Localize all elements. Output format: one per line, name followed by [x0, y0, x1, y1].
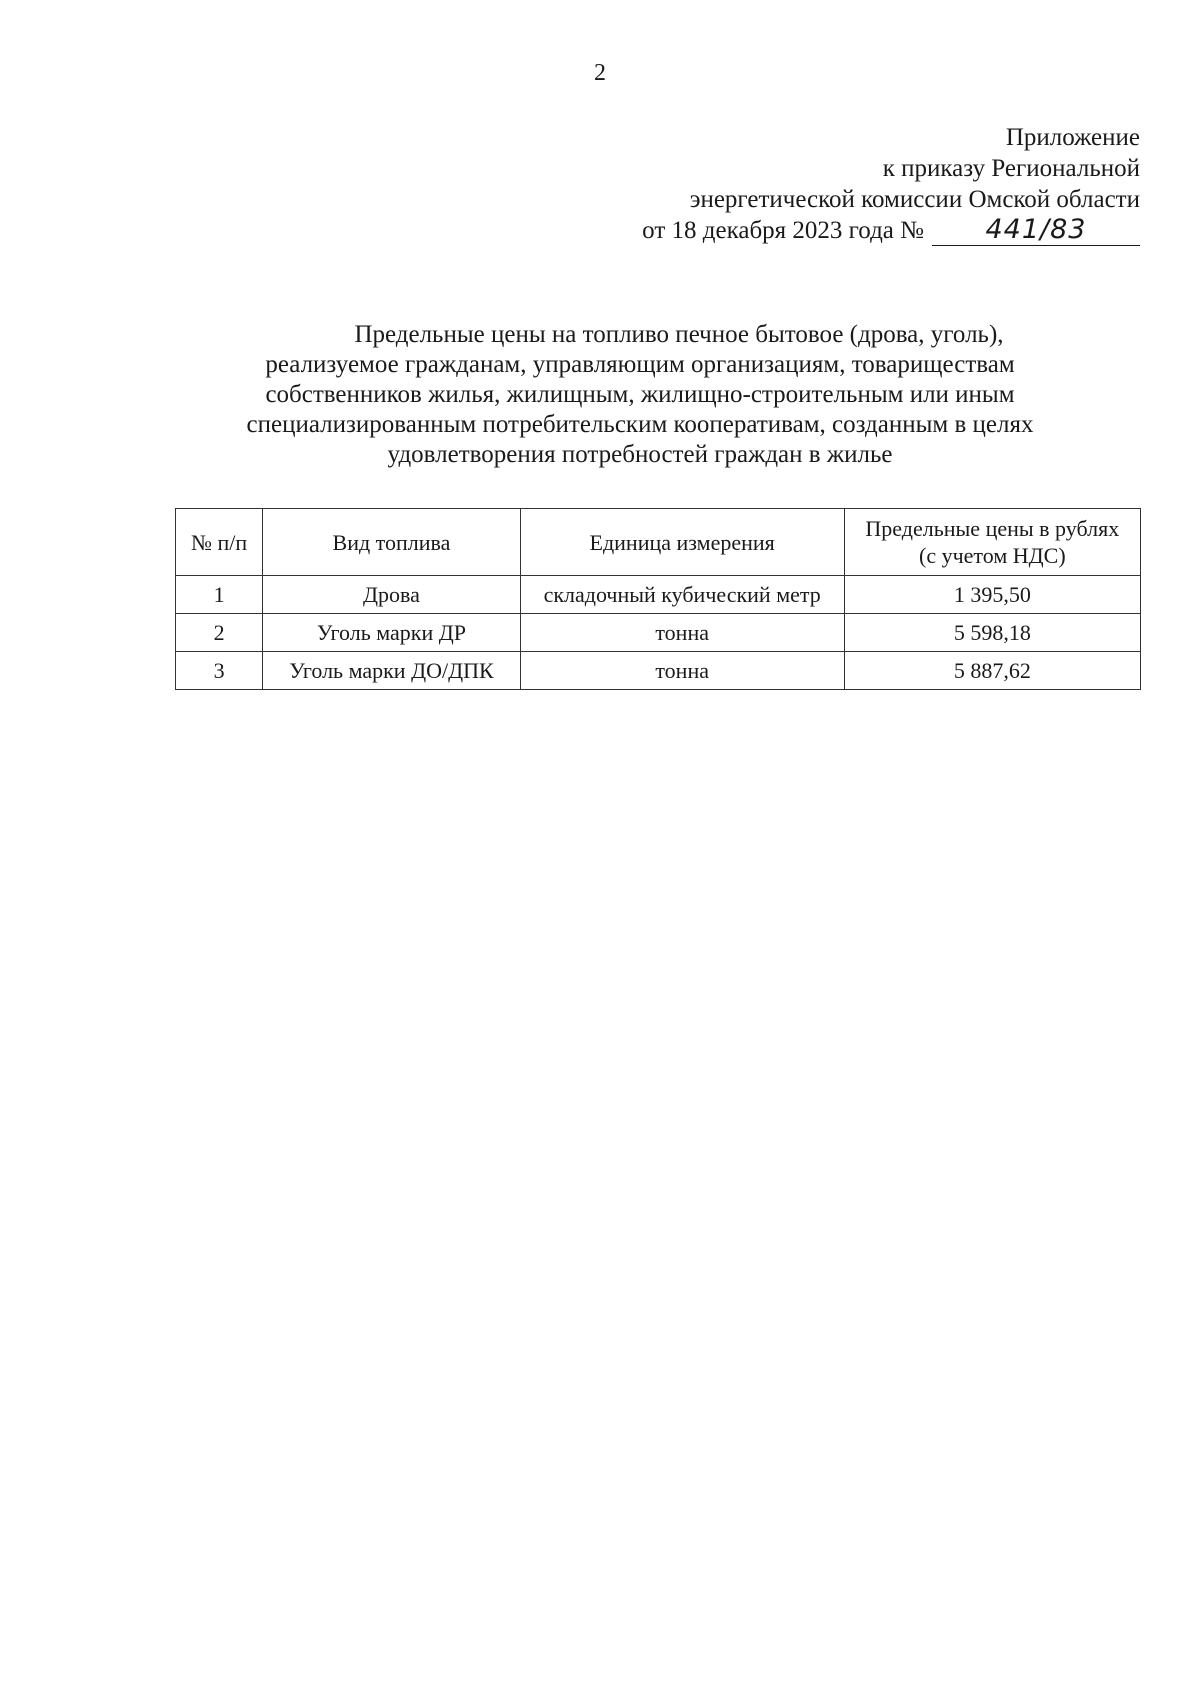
title-line: реализуемое гражданам, управляющим организациям, товариществам — [265, 351, 1015, 378]
appendix-order-ref: к приказу Региональной — [882, 155, 1140, 182]
title-line: удовлетворения потребностей граждан в жилье — [387, 441, 893, 468]
appendix-label: Приложение — [1005, 124, 1140, 151]
appendix-header — [520, 122, 1140, 246]
cell-price: 5 598,18 — [844, 614, 1140, 652]
price-table — [175, 508, 1141, 690]
header-price — [844, 509, 1140, 576]
cell-num: 1 — [176, 576, 263, 614]
table-row — [176, 614, 1141, 652]
appendix-date-line — [642, 215, 1140, 246]
table-header-row — [176, 509, 1141, 576]
page-number: 2 — [594, 60, 606, 86]
header-num: № п/п — [176, 509, 263, 576]
title-line: собственников жилья, жилищным, жилищно-строительным или иным — [265, 381, 1015, 408]
cell-unit: тонна — [520, 652, 844, 690]
table-row — [176, 576, 1141, 614]
cell-num: 3 — [176, 652, 263, 690]
cell-unit: тонна — [520, 614, 844, 652]
cell-fuel: Уголь марки ДО/ДПК — [263, 652, 520, 690]
title-line: специализированным потребительским кооперативам, созданным в целях — [246, 411, 1034, 438]
order-number-handwritten: 441/83 — [932, 215, 1140, 246]
cell-num: 2 — [176, 614, 263, 652]
cell-unit: складочный кубический метр — [520, 576, 844, 614]
header-price-line1: Предельные цены в рублях — [865, 516, 1120, 541]
table-row — [176, 652, 1141, 690]
title-line: Предельные цены на топливо печное бытовое (дрова, уголь), — [354, 321, 1004, 348]
header-unit: Единица измерения — [520, 509, 844, 576]
appendix-date: от 18 декабря 2023 года № — [642, 217, 924, 244]
cell-price: 1 395,50 — [844, 576, 1140, 614]
header-fuel-type: Вид топлива — [263, 509, 520, 576]
cell-price: 5 887,62 — [844, 652, 1140, 690]
cell-fuel: Дрова — [263, 576, 520, 614]
cell-fuel: Уголь марки ДР — [263, 614, 520, 652]
appendix-commission: энергетической комиссии Омской области — [689, 186, 1140, 213]
document-title — [170, 320, 1110, 470]
header-price-line2: (с учетом НДС) — [919, 543, 1066, 568]
